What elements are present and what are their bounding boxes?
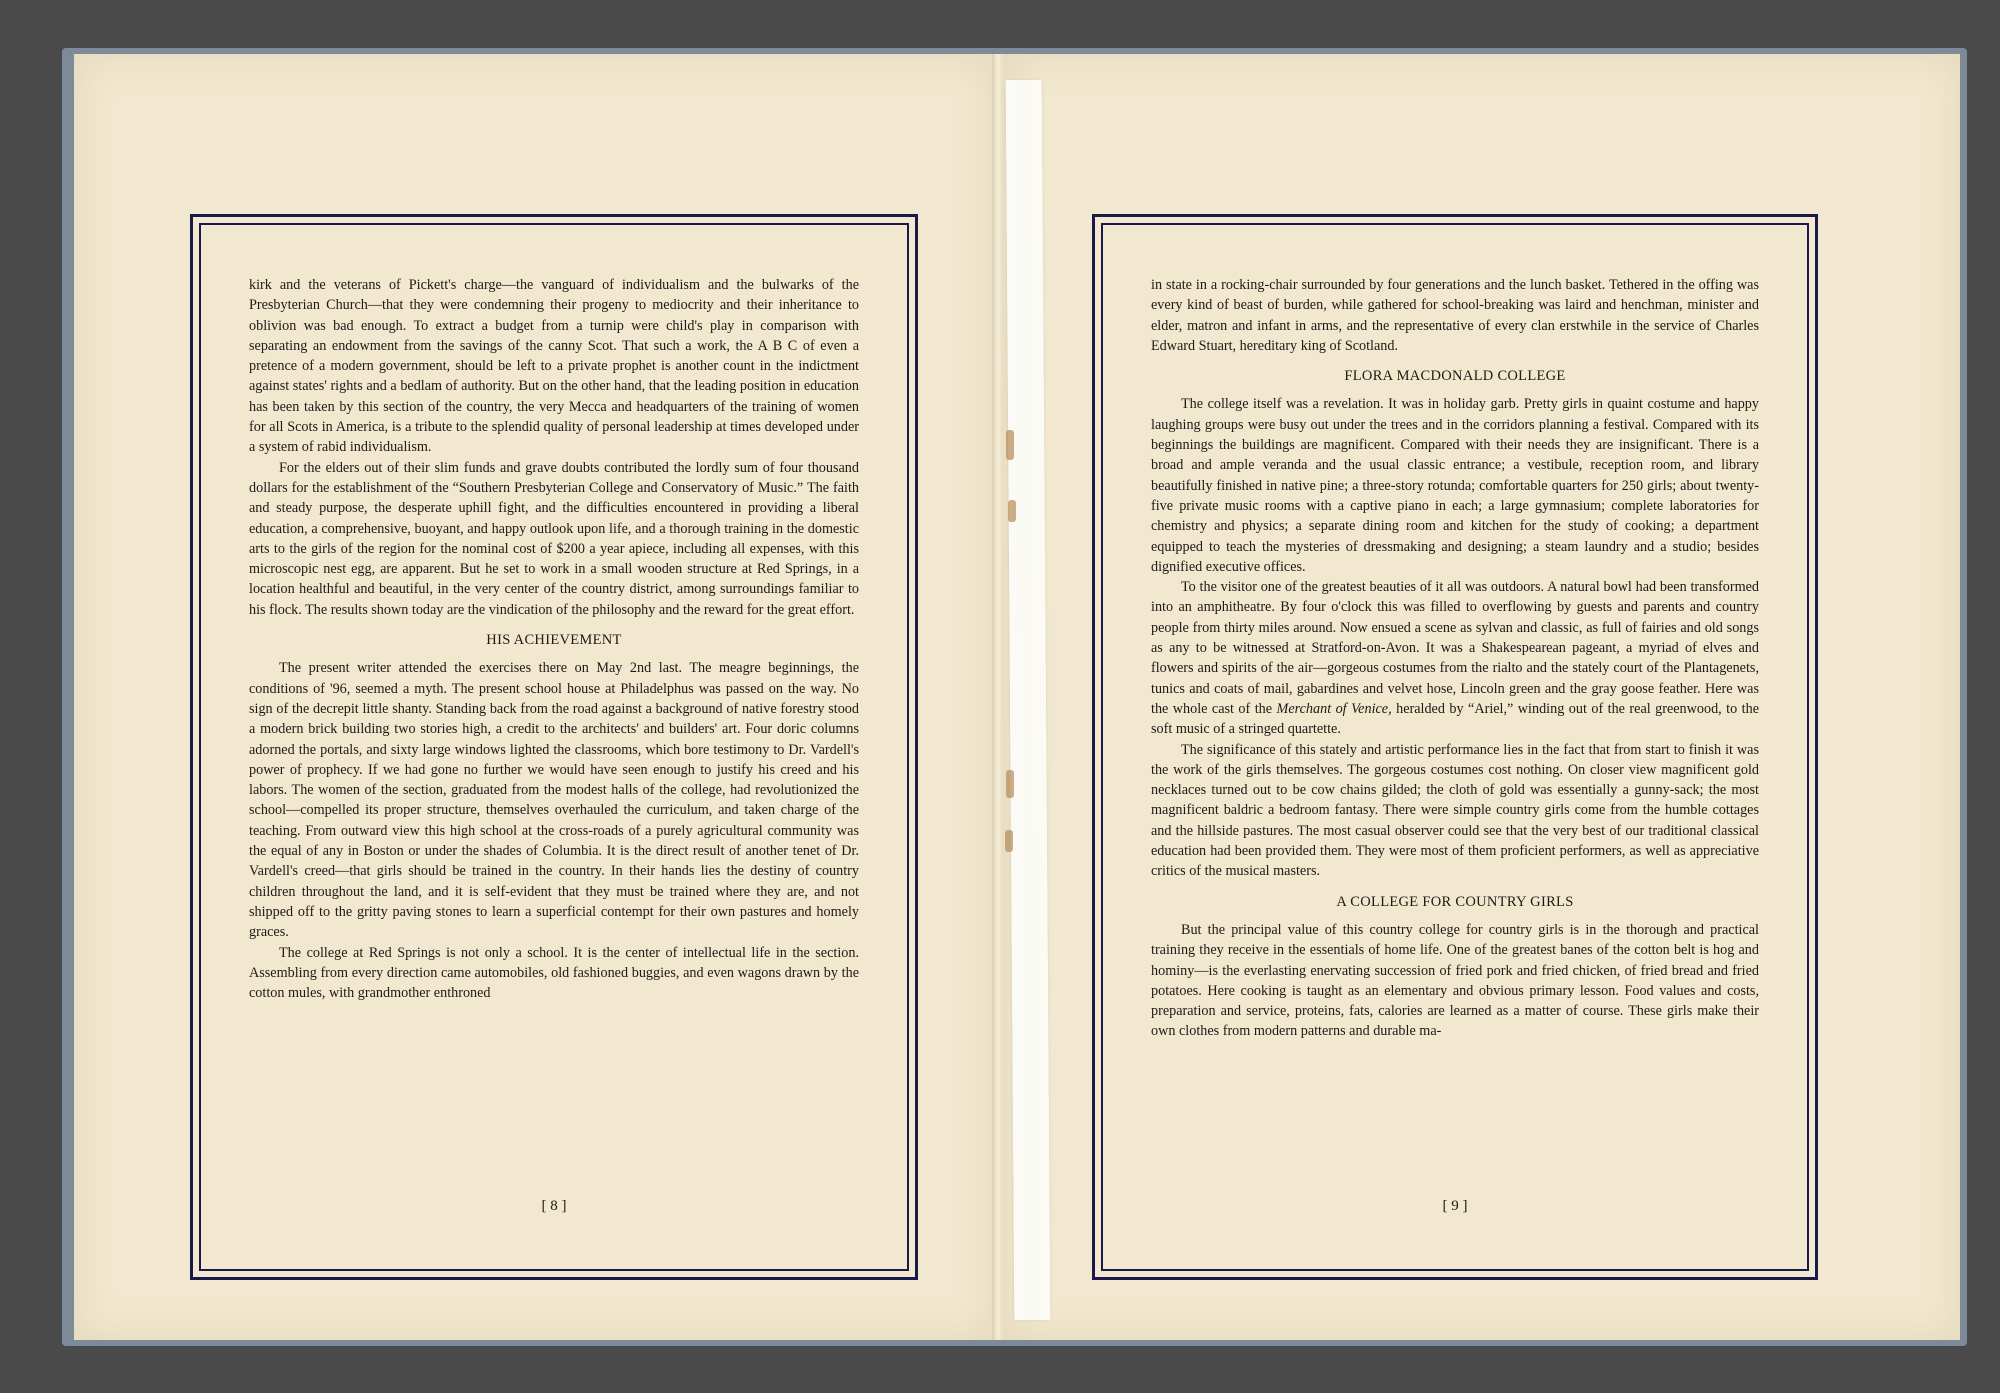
- right-page-text: [1151, 275, 1759, 1042]
- left-page-border: [190, 214, 918, 1280]
- page-number: [ 8 ]: [541, 1198, 567, 1214]
- paragraph: [1151, 577, 1759, 739]
- italic-title: Merchant of Venice,: [1276, 700, 1392, 717]
- paragraph: kirk and the veterans of Pickett's charge—the vanguard of individualism and the bulwarks of the Presbyterian Church—that they were condemning their progeny to mediocrity and their inheritance to oblivion was bad enough. To extract a budget from a turnip were child's play in comparison with separating an endowment from the savings of the canny Scot. That such a work, the A B C of even a pretence of a modern government, should be left to a private prophet is another count in the indictment against states' rights and a bedlam of authority. But on the other hand, that the leading position in education has been taken by this section of the country, the very Mecca and headquarters of the training of women for all Scots in America, is a tribute to the splendid quality of personal leadership at times developed under a system of rabid individualism.: [249, 277, 859, 456]
- section-heading: A COLLEGE FOR COUNTRY GIRLS: [1336, 893, 1574, 910]
- glue-stain: [1008, 500, 1016, 522]
- left-page-text: [249, 275, 859, 1003]
- glue-stain: [1005, 830, 1013, 852]
- text-run: heralded by “Ariel,” winding out of the real greenwood, to the soft music of a stringed quartette.: [1151, 700, 1759, 738]
- paragraph: The college at Red Springs is not only a school. It is the center of intellectual life in the section. Assembling from every direction came automobiles, old fashioned buggies, and even wagons drawn by the cotton mules, with grandmother enthroned: [249, 944, 859, 1002]
- section-heading: FLORA MACDONALD COLLEGE: [1344, 368, 1566, 385]
- text-run: To the visitor one of the greatest beauties of it all was outdoors. A natural bowl had been transformed into an amphitheatre. By four o'clock this was filled to overflowing by guests and parents and country people from thirty miles around. Now ensued a scene as sylvan and classic, as full of fairies and old songs as any to be witnessed at Stratford-on-Avon. It was a Shakespearean pageant, a myriad of elves and flowers and spirits of the air—gorgeous costumes from the rialto and the stately court of the Plantagenets, tunics and coats of mail, gabardines and velvet hose, Lincoln green and the gray goose feather. Here was the whole cast of the: [1151, 579, 1759, 717]
- glue-stain: [1006, 430, 1014, 460]
- paragraph: The present writer attended the exercises there on May 2nd last. The meagre beginnings, the conditions of '96, seemed a myth. The present school house at Philadelphus was passed on the way. No sign of the decrepit little shanty. Standing back from the road against a background of native forestry stood a modern brick building two stories high, a credit to the architects' and builders' art. Four doric columns adorned the portals, and sixty large windows lighted the classrooms, which bore testimony to Dr. Vardell's power of prophecy. If we had gone no further we would have seen enough to justify his creed and his labors. The women of the section, graduated from the modest halls of the college, had revolutionized the school—compelled its proper structure, themselves overhauled the curriculum, and taken charge of the teaching. From outward view this high school at the cross-roads of a purely agricultural community was the equal of any in Boston or under the shades of Columbia. It is the direct result of another tenet of Dr. Vardell's creed—that girls should be trained in the country. In their hands lies the destiny of country children throughout the land, and it is self-evident that they must be trained where they are, and not shipped off to the gritty paving stones to learn a superficial contempt for their own pastures and homely graces.: [249, 660, 859, 941]
- right-page-border: [1092, 214, 1818, 1280]
- paragraph: For the elders out of their slim funds and grave doubts contributed the lordly sum of four thousand dollars for the establishment of the “Southern Presbyterian College and Conservatory of Music.” The faith and steady purpose, the desperate uphill fight, and the difficulties encountered in providing a liberal education, a comprehensive, buoyant, and happy outlook upon life, and a thorough training in the domestic arts to the girls of the region for the nominal cost of $200 a year apiece, including all expenses, with this microscopic nest egg, are apparent. But he set to work in a small wooden structure at Red Springs, in a location healthful and beautiful, in the very center of the country district, among surroundings familiar to his flock. The results shown today are the vindication of the philosophy and the reward for the great effort.: [249, 459, 859, 618]
- paragraph: The significance of this stately and artistic performance lies in the fact that from start to finish it was the work of the girls themselves. The gorgeous costumes cost nothing. On closer view magnificent gold necklaces turned out to be cow chains gilded; the cloth of gold was essentially a gunny-sack; the most magnificent baldric a bedroom fantasy. There were simple country girls come from the humble cottages and the hillside pastures. The most casual observer could see that the very best of our traditional classical education had been provided them. They were most of them proficient performers, as well as appreciative critics of the musical masters.: [1151, 741, 1759, 880]
- right-page: [1004, 54, 1960, 1340]
- paragraph: in state in a rocking-chair surrounded by four generations and the lunch basket. Tethered in the offing was every kind of beast of burden, while gathered for school-breaking was laird and henchman, minister and elder, matron and infant in arms, and the representative of every clan erstwhile in the service of Charles Edward Stuart, hereditary king of Scotland.: [1151, 277, 1759, 354]
- section-heading: HIS ACHIEVEMENT: [486, 632, 622, 649]
- left-page: [74, 54, 995, 1340]
- page-number: [ 9 ]: [1442, 1198, 1468, 1214]
- paragraph: But the principal value of this country college for country girls is in the thorough and practical training they receive in the essentials of home life. One of the greatest banes of the cotton belt is hog and hominy—is the everlasting enervating succession of fried pork and fried chicken, of fried bread and fried potatoes. Here cooking is taught as an elementary and obvious primary lesson. Food values and costs, preparation and service, proteins, fats, calories are learned as a matter of course. These girls make their own clothes from modern patterns and durable ma-: [1151, 921, 1759, 1040]
- glue-stain: [1006, 770, 1014, 798]
- paragraph: The college itself was a revelation. It was in holiday garb. Pretty girls in quaint costume and happy laughing groups were busy out under the trees and in the corridors planning a festival. Compared with its beginnings the buildings are magnificent. Compared with their needs they are insignificant. There is a broad and ample veranda and the usual classic entrance; a vestibule, reception room, and library beautifully finished in native pine; a three-story rotunda; comfortable quarters for 250 girls; about twenty-five private music rooms with a captive piano in each; a large gymnasium; complete laboratories for chemistry and physics; a separate dining room and kitchen for the study of cooking; a department equipped to teach the mysteries of dressmaking and designing; a steam laundry and a studio; besides dignified executive offices.: [1151, 396, 1759, 575]
